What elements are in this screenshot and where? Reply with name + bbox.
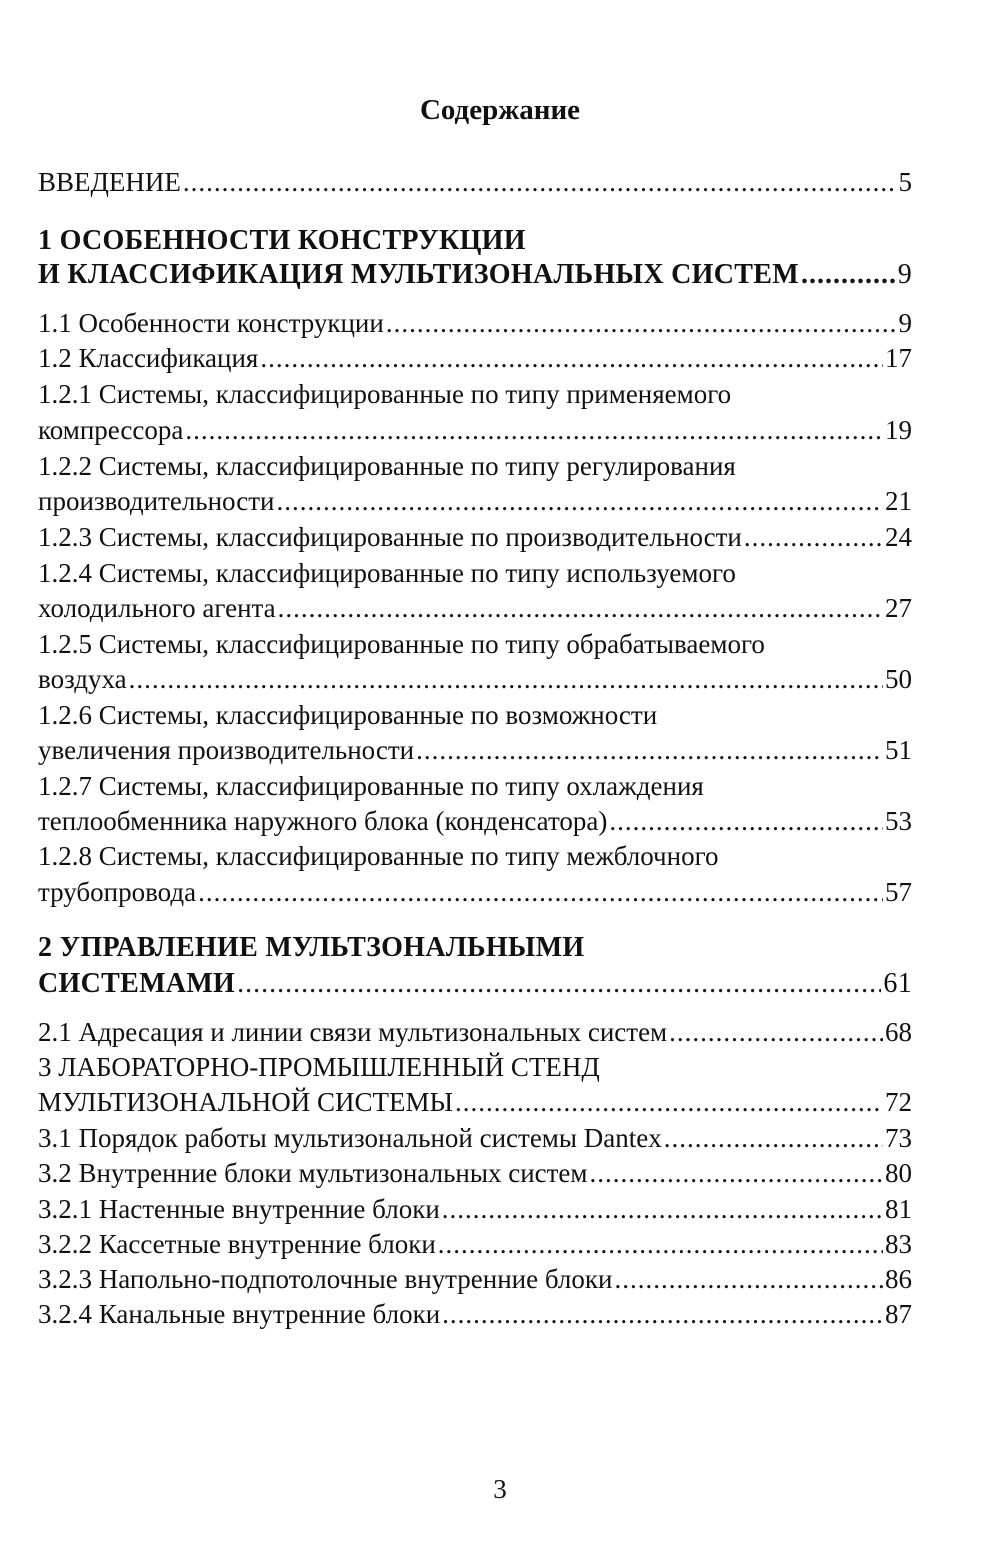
toc-entry-label: 1.2.6 Системы, классифицированные по возможности <box>38 700 658 730</box>
toc-leader-dots <box>438 1227 883 1261</box>
toc-leader-dots <box>276 484 883 518</box>
toc-leader-dots <box>416 733 883 767</box>
toc-entry-label: МУЛЬТИЗОНАЛЬНОЙ СИСТЕМЫ <box>38 1087 453 1117</box>
toc-entry[interactable] <box>38 1227 912 1261</box>
toc-page-number: 5 <box>898 167 912 197</box>
toc-leader-dots <box>664 1121 883 1155</box>
toc-page-number: 19 <box>885 415 912 445</box>
toc-entry-line[interactable] <box>38 769 912 803</box>
toc-entry[interactable] <box>38 1085 912 1119</box>
toc-entry-label: 3.1 Порядок работы мультизональной системы Dantex <box>38 1123 662 1153</box>
toc-entry[interactable] <box>38 1297 912 1331</box>
toc-entry[interactable] <box>38 413 912 447</box>
toc-entry-label: воздуха <box>38 664 127 694</box>
toc-entry-label: 1.2.2 Системы, классифицированные по типу регулирования <box>38 451 736 481</box>
toc-entry-label: компрессора <box>38 415 184 445</box>
toc-entry-line[interactable] <box>38 931 912 965</box>
toc-page-number: 21 <box>885 486 912 516</box>
toc-entry-label: холодильного агента <box>38 593 276 623</box>
toc-leader-dots <box>185 413 883 447</box>
toc-entry[interactable] <box>38 1121 912 1155</box>
toc-page-number: 9 <box>898 308 912 338</box>
toc-entry[interactable] <box>38 662 912 696</box>
toc-leader-dots <box>609 804 883 838</box>
toc-entry-line[interactable] <box>38 224 912 258</box>
toc-entry-label: 3.2.2 Кассетные внутренние блоки <box>38 1229 436 1259</box>
toc-leader-dots <box>183 165 897 199</box>
toc-entry-label: трубопровода <box>38 877 197 907</box>
toc-entry-label: 3.2.3 Напольно-подпотолочные внутренние блоки <box>38 1264 613 1294</box>
toc-entry-label: 3.2.4 Канальные внутренние блоки <box>38 1299 441 1329</box>
toc-entry-label: 1.2.4 Системы, классифицированные по типу используемого <box>38 558 736 588</box>
toc-entry[interactable] <box>38 591 912 625</box>
toc-entry[interactable] <box>38 306 912 340</box>
toc-entry[interactable] <box>38 165 912 199</box>
toc-leader-dots <box>744 520 883 554</box>
toc-page-number: 24 <box>885 522 912 552</box>
toc-leader-dots <box>614 1262 883 1296</box>
toc-entry-line[interactable] <box>38 698 912 732</box>
toc-leader-dots <box>442 1297 883 1331</box>
toc-leader-dots <box>198 875 883 909</box>
toc-entry-label: И КЛАССИФИКАЦИЯ МУЛЬТИЗОНАЛЬНЫХ СИСТЕМ <box>38 259 799 290</box>
toc-leader-dots <box>237 967 881 1001</box>
toc-leader-dots <box>455 1085 883 1119</box>
toc-page-number: 61 <box>883 968 912 999</box>
toc-page-number: 83 <box>885 1229 912 1259</box>
toc-entry-label: 2 УПРАВЛЕНИЕ МУЛЬТЗОНАЛЬНЫМИ <box>38 932 585 963</box>
toc-page-number: 9 <box>897 259 912 290</box>
toc-entry[interactable] <box>38 1015 912 1049</box>
toc-entry-line[interactable] <box>38 627 912 661</box>
toc-entry-line[interactable] <box>38 556 912 590</box>
page-number: 3 <box>493 1474 507 1504</box>
toc-page-number: 72 <box>885 1087 912 1117</box>
toc-leader-dots <box>669 1015 883 1049</box>
toc-page-number: 87 <box>885 1299 912 1329</box>
toc-entry[interactable] <box>38 484 912 518</box>
toc-entry-line[interactable] <box>38 449 912 483</box>
toc-page-number: 57 <box>885 877 912 907</box>
toc-leader-dots <box>260 341 883 375</box>
toc-page-number: 27 <box>885 593 912 623</box>
toc-entry-label: 3.2 Внутренние блоки мультизональных систем <box>38 1158 588 1188</box>
toc-page-number: 17 <box>885 343 912 373</box>
toc-entry[interactable] <box>38 520 912 554</box>
toc-leader-dots <box>386 306 897 340</box>
toc-page-number: 81 <box>885 1194 912 1224</box>
toc-entry[interactable] <box>38 258 912 292</box>
toc-entry-line[interactable] <box>38 1050 912 1084</box>
toc-entry-label: теплообменника наружного блока (конденсатора) <box>38 806 608 836</box>
toc-entry-label: производительности <box>38 486 275 516</box>
toc-leader-dots <box>278 591 883 625</box>
toc-entry[interactable] <box>38 733 912 767</box>
toc-entry[interactable] <box>38 967 912 1001</box>
toc-page-number: 68 <box>885 1017 912 1047</box>
toc-leader-dots <box>442 1192 883 1226</box>
toc-leader-dots <box>801 258 896 292</box>
toc-entry-label: ВВЕДЕНИЕ <box>38 167 181 197</box>
toc-page-number: 80 <box>885 1158 912 1188</box>
toc-entry[interactable] <box>38 875 912 909</box>
toc-page-number: 86 <box>885 1264 912 1294</box>
toc-entry-label: 1.2.5 Системы, классифицированные по типу обрабатываемого <box>38 629 765 659</box>
toc-page-number: 73 <box>885 1123 912 1153</box>
toc-entry[interactable] <box>38 804 912 838</box>
toc-entry-label: 1.2.8 Системы, классифицированные по типу межблочного <box>38 841 719 871</box>
toc-leader-dots <box>129 662 883 696</box>
toc-entry[interactable] <box>38 1262 912 1296</box>
page-title: Содержание <box>419 94 581 126</box>
toc-entry-label: 1.2.7 Системы, классифицированные по типу охлаждения <box>38 771 704 801</box>
toc-entry[interactable] <box>38 341 912 375</box>
toc-page-number: 51 <box>885 735 912 765</box>
toc-entry-label: 1.2.1 Системы, классифицированные по типу применяемого <box>38 379 732 409</box>
toc-entry-label: увеличения производительности <box>38 735 415 765</box>
toc-entry-label: 3 ЛАБОРАТОРНО-ПРОМЫШЛЕННЫЙ СТЕНД <box>38 1052 600 1082</box>
toc-entry-label: СИСТЕМАМИ <box>38 968 236 999</box>
toc-entry-label: 1.2.3 Системы, классифицированные по производительности <box>38 522 742 552</box>
toc-entry-label: 1 ОСОБЕННОСТИ КОНСТРУКЦИИ <box>38 225 526 256</box>
toc-page-number: 53 <box>885 806 912 836</box>
toc-entry-label: 1.2 Классификация <box>38 343 259 373</box>
toc-entry-line[interactable] <box>38 839 912 873</box>
toc-leader-dots <box>590 1156 883 1190</box>
toc-entry-label: 2.1 Адресация и линии связи мультизональных систем <box>38 1017 668 1047</box>
toc-entry-label: 1.1 Особенности конструкции <box>38 308 384 338</box>
toc-page-number: 50 <box>885 664 912 694</box>
toc-entry-line[interactable] <box>38 377 912 411</box>
toc-entry[interactable] <box>38 1156 912 1190</box>
toc-entry[interactable] <box>38 1192 912 1226</box>
toc-entry-label: 3.2.1 Настенные внутренние блоки <box>38 1194 440 1224</box>
